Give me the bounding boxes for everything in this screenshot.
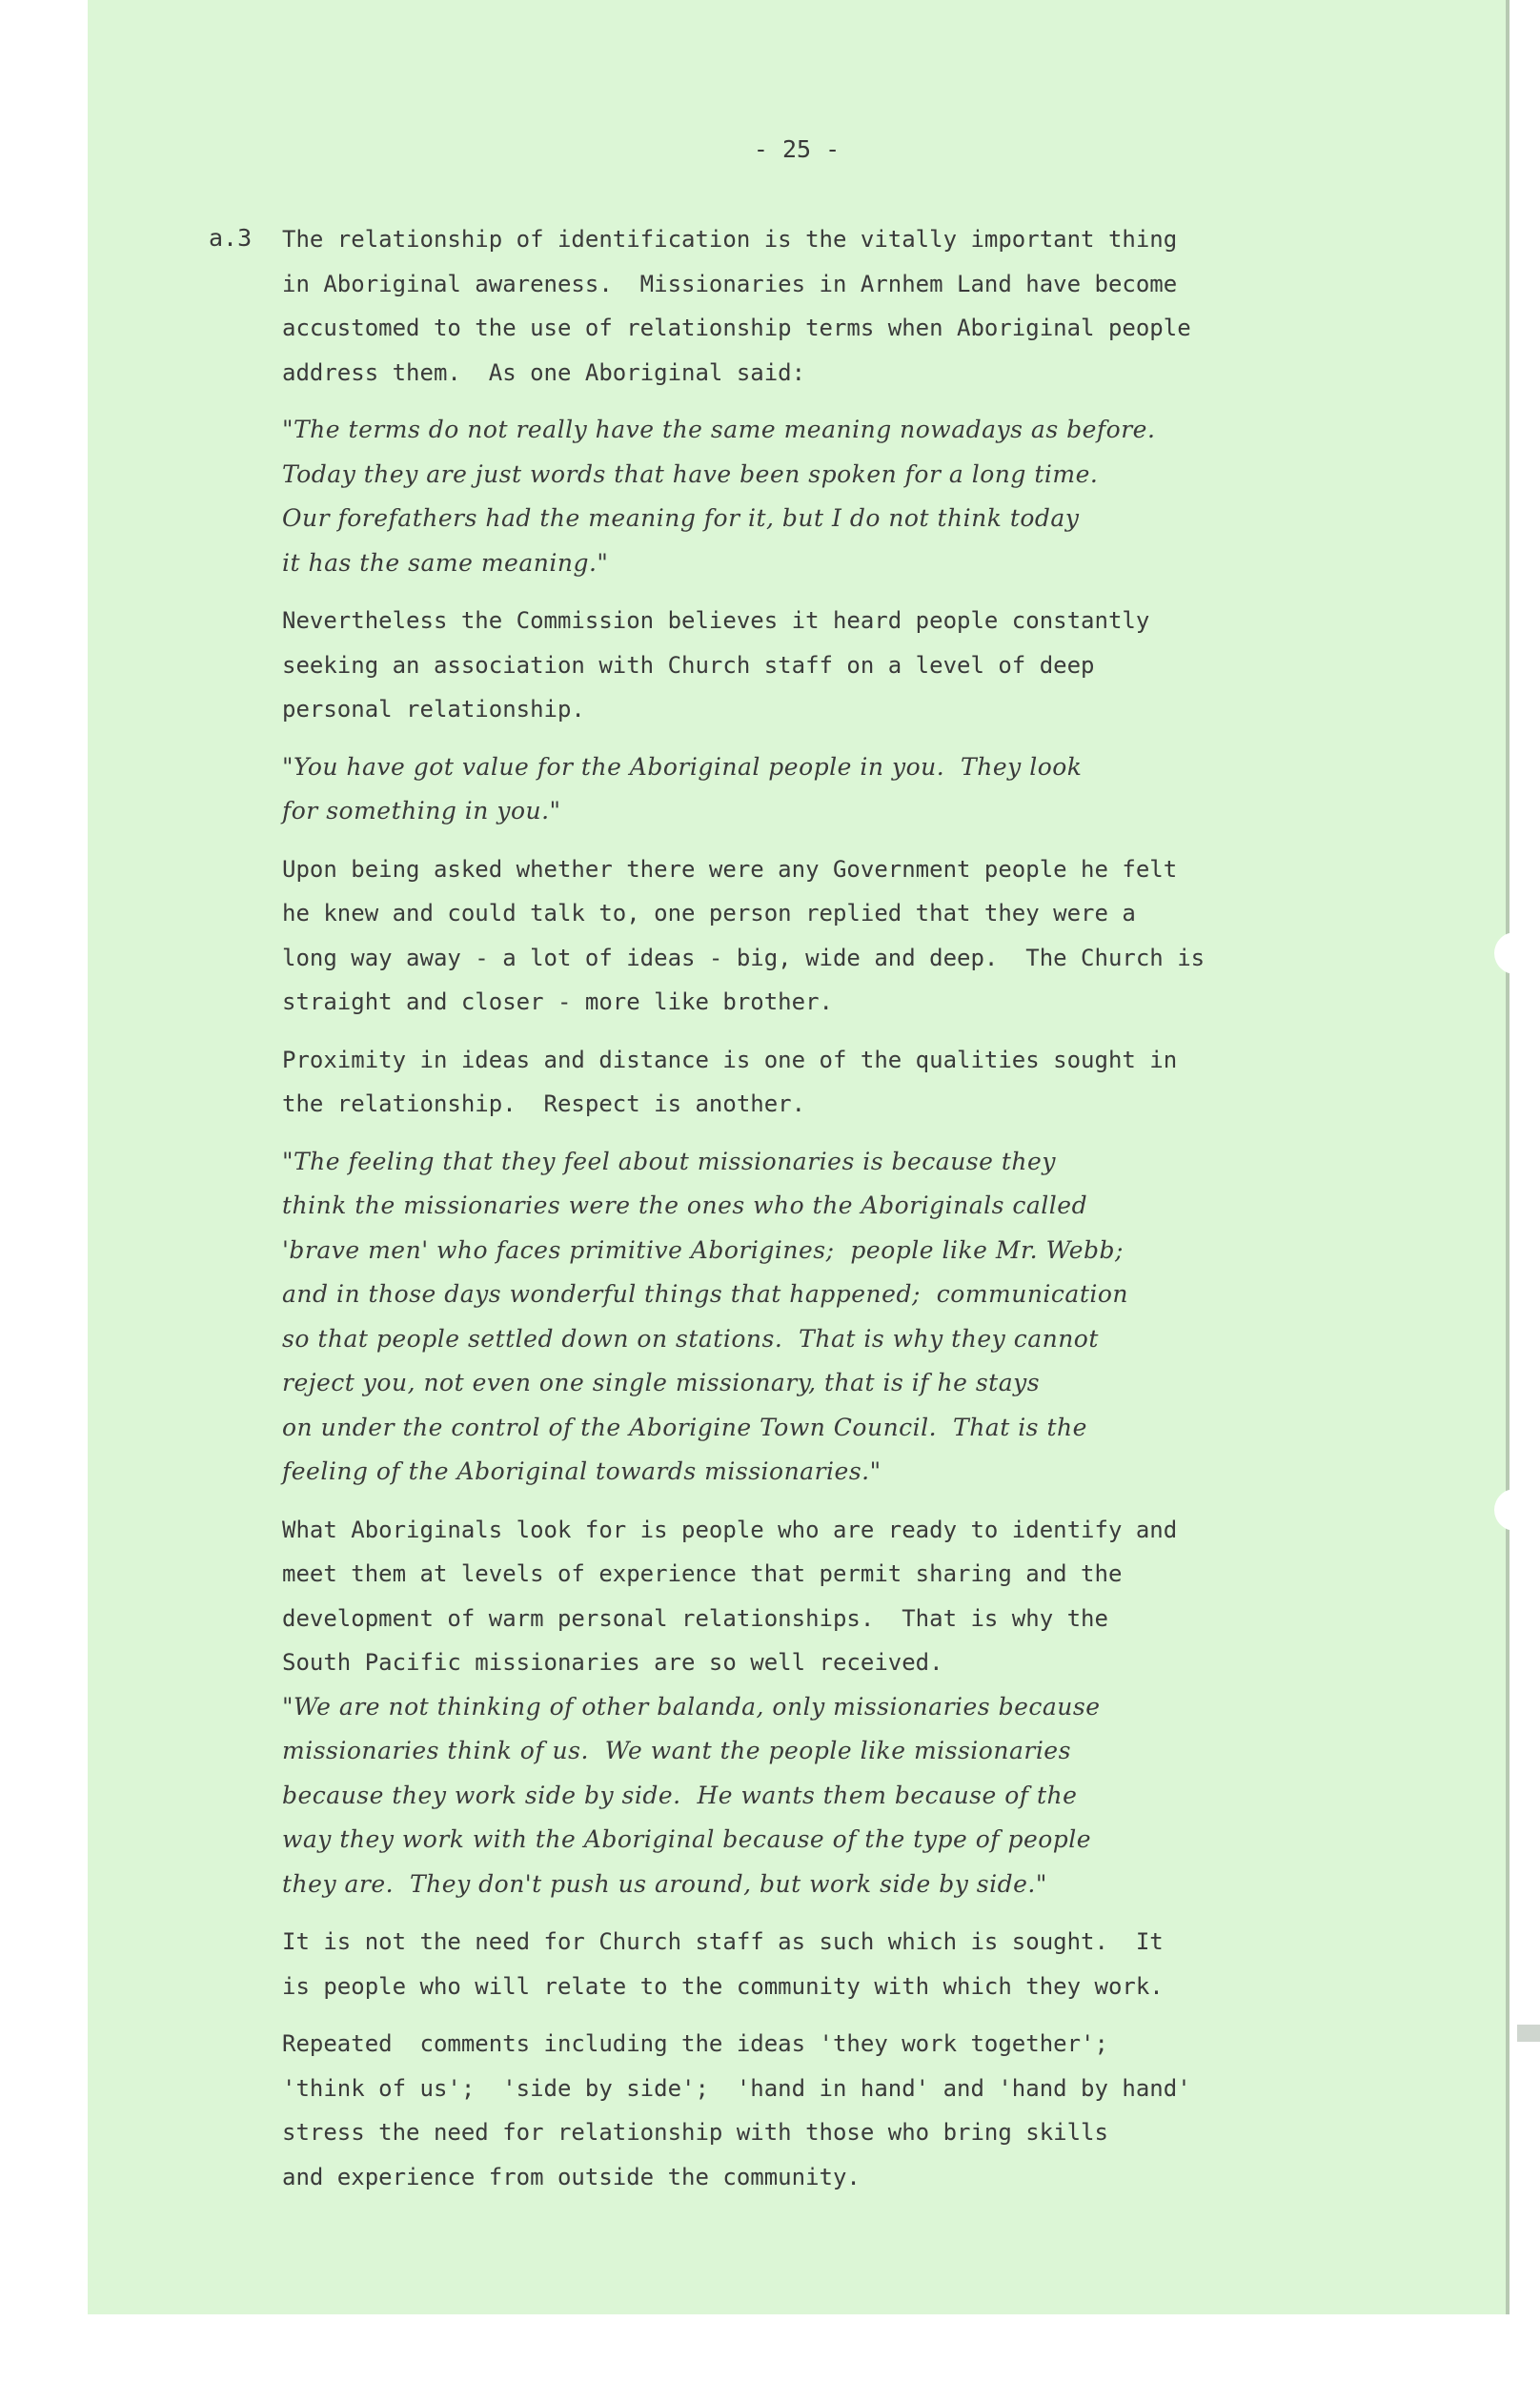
paragraph <box>282 1508 1407 1685</box>
text-line: in Aboriginal awareness. Missionaries in Arnhem Land have become <box>282 270 1178 297</box>
text-line: Proximity in ideas and distance is one of the qualities sought in <box>282 1046 1178 1073</box>
text-line: is people who will relate to the community with which they work. <box>282 1972 1164 2000</box>
text-line: What Aboriginals look for is people who are ready to identify and <box>282 1516 1178 1543</box>
text-line: on under the control of the Aborigine Town Council. That is the <box>282 1413 1087 1441</box>
text-line: It is not the need for Church staff as such which is sought. It <box>282 1928 1164 1955</box>
body-text <box>282 217 1407 2212</box>
text-line: reject you, not even one single missionary, that is if he stays <box>282 1369 1041 1396</box>
text-line: seeking an association with Church staff on a level of deep <box>282 651 1095 679</box>
text-line: and experience from outside the community. <box>282 2163 861 2190</box>
text-line: so that people settled down on stations. That is why they cannot <box>282 1324 1099 1353</box>
text-line: 'think of us'; 'side by side'; 'hand in hand' and 'hand by hand' <box>282 2074 1191 2102</box>
section-label: a.3 <box>209 224 253 252</box>
text-line: long way away - a lot of ideas - big, wide and deep. The Church is <box>282 944 1206 971</box>
text-line: accustomed to the use of relationship terms when Aboriginal people <box>282 315 1191 341</box>
paragraph <box>282 217 1407 395</box>
paragraph <box>282 2022 1407 2199</box>
text-line: he knew and could talk to, one person replied that they were a <box>282 900 1136 927</box>
quote-paragraph <box>282 1685 1407 1907</box>
quote-paragraph <box>282 745 1407 834</box>
text-line: "You have got value for the Aboriginal people in you. They look <box>282 752 1083 781</box>
document-page <box>88 0 1510 2314</box>
text-line: "The feeling that they feel about missionaries is because they <box>282 1147 1056 1175</box>
text-line: development of warm personal relationships. That is why the <box>282 1604 1108 1632</box>
quote-paragraph <box>282 408 1407 585</box>
text-line: Today they are just words that have been spoken for a long time. <box>282 459 1099 488</box>
quote-paragraph <box>282 1140 1407 1495</box>
paragraph <box>282 599 1407 732</box>
text-line: "The terms do not really have the same meaning nowadays as before. <box>282 416 1156 443</box>
text-line: and in those days wonderful things that happened; communication <box>282 1280 1129 1308</box>
text-line: it has the same meaning." <box>282 548 609 577</box>
text-line: they are. They don't push us around, but work side by side." <box>282 1869 1047 1898</box>
punch-hole <box>1494 1489 1536 1531</box>
text-line: missionaries think of us. We want the people like missionaries <box>282 1737 1071 1764</box>
text-line: Our forefathers had the meaning for it, but I do not think today <box>282 504 1080 532</box>
edge-mark <box>1517 2025 1540 2042</box>
punch-hole <box>1494 932 1536 974</box>
text-line: South Pacific missionaries are so well received. <box>282 1649 943 1676</box>
text-line: personal relationship. <box>282 696 585 723</box>
text-line: stress the need for relationship with those who bring skills <box>282 2119 1108 2146</box>
text-line: Nevertheless the Commission believes it heard people constantly <box>282 607 1150 634</box>
text-line: think the missionaries were the ones who the Aboriginals called <box>282 1192 1088 1219</box>
text-line: the relationship. Respect is another. <box>282 1090 806 1117</box>
text-line: 'brave men' who faces primitive Aborigines; people like Mr. Webb; <box>282 1235 1124 1264</box>
text-line: way they work with the Aboriginal because of the type of people <box>282 1825 1092 1853</box>
text-line: Upon being asked whether there were any Government people he felt <box>282 855 1178 883</box>
text-line: meet them at levels of experience that permit sharing and the <box>282 1560 1123 1587</box>
text-line: for something in you." <box>282 797 561 825</box>
paragraph <box>282 1920 1407 2008</box>
text-line: address them. As one Aboriginal said: <box>282 358 806 386</box>
text-line: feeling of the Aboriginal towards missionaries." <box>282 1457 881 1485</box>
text-line: because they work side by side. He wants them because of the <box>282 1781 1078 1809</box>
paragraph <box>282 1038 1407 1127</box>
page-number: - 25 - <box>753 135 841 163</box>
paragraph <box>282 847 1407 1025</box>
text-line: The relationship of identification is the vitally important thing <box>282 226 1178 253</box>
text-line: Repeated comments including the ideas 'they work together'; <box>282 2030 1108 2057</box>
text-line: straight and closer - more like brother. <box>282 988 833 1015</box>
text-line: "We are not thinking of other balanda, only missionaries because <box>282 1692 1101 1721</box>
